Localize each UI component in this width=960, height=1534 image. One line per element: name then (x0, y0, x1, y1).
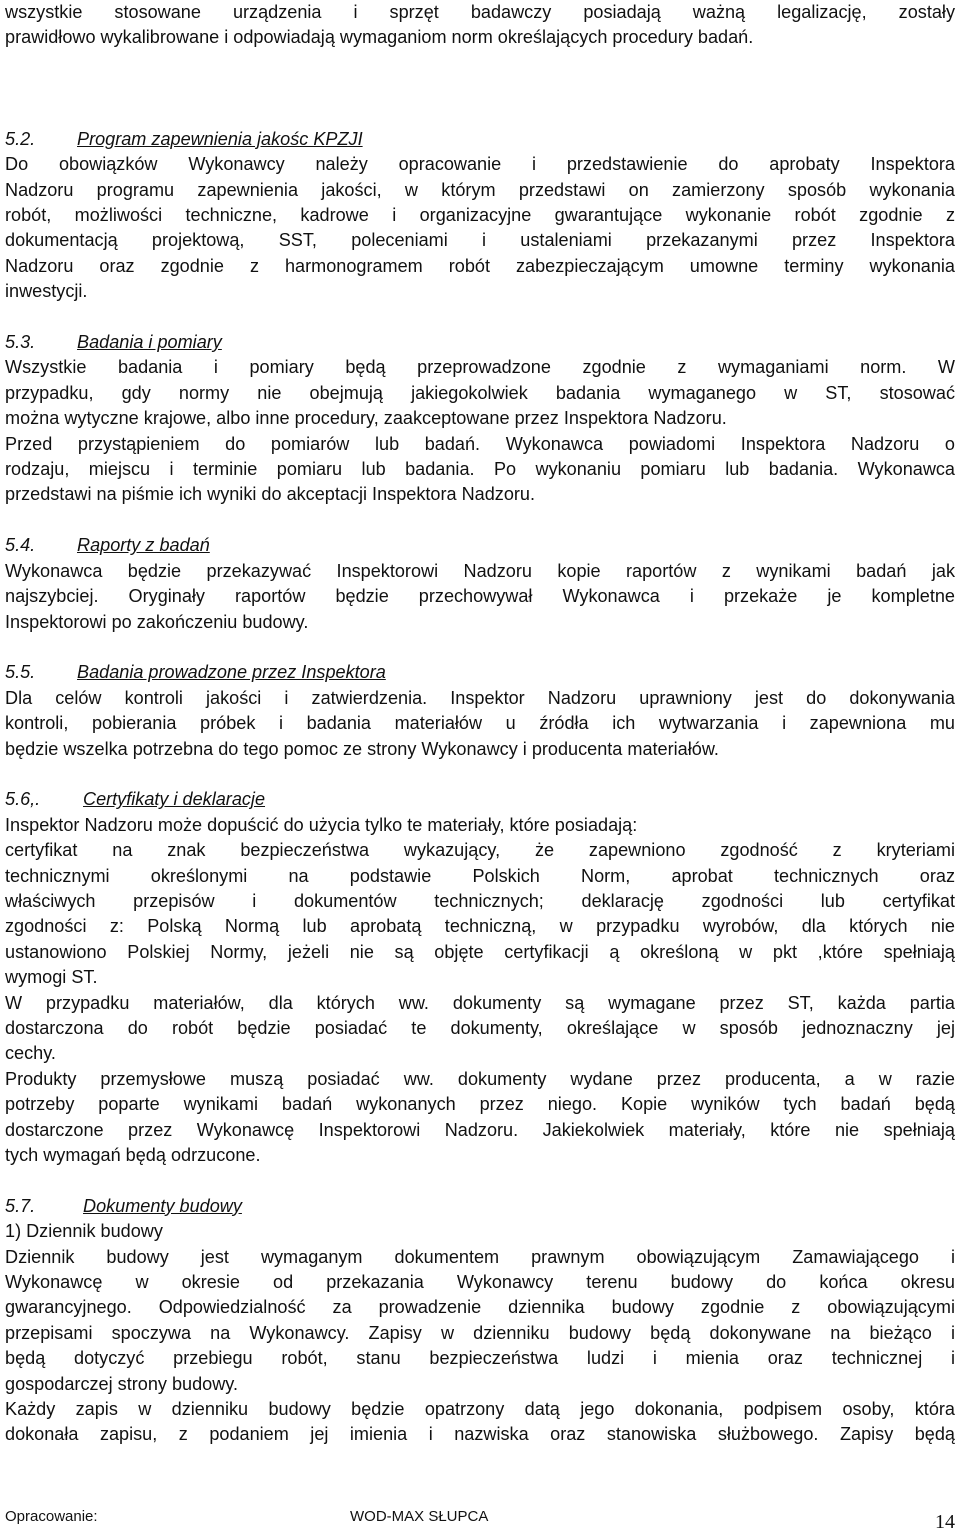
section-heading-5-5 (5, 660, 955, 685)
text-line: Do obowiązków Wykonawcy należy opracowanie i przedstawienie do aprobaty Inspektora (5, 154, 955, 175)
page-footer (5, 1503, 955, 1533)
section-title: Program zapewnienia jakośc KPZJI (77, 128, 363, 149)
text-line: Produkty przemysłowe muszą posiadać ww. dokumenty wydane przez producenta, a w razie (5, 1068, 955, 1089)
footer-firm: WOD-MAX SŁUPCA (350, 1508, 489, 1525)
text-line: Wszystkie badania i pomiary będą przeprowadzone zgodnie z wymaganiami norm. W (5, 357, 955, 378)
text-line: cechy. (5, 1043, 56, 1064)
text-line: można wytyczne krajowe, albo inne procedury, zaakceptowane przez Inspektora Nadzoru. (5, 408, 727, 429)
section-body-5-4 (5, 559, 955, 635)
text-line: gospodarczej strony budowy. (5, 1373, 239, 1394)
text-line: Nadzoru oraz zgodnie z harmonogramem robót zabezpieczającym umowne terminy wykonania (5, 255, 955, 276)
text-line: dokumentacją projektową, SST, poleceniami i ustaleniami przekazanymi przez Inspektora (5, 230, 955, 251)
intro-paragraph (5, 0, 955, 51)
text-line: przepisami spoczywa na Wykonawcy. Zapisy w dzienniku budowy będą dokonywane na bieżąco i (5, 1322, 955, 1343)
text-line: właściwych przepisów i dokumentów technicznych; deklarację zgodności lub certyfikat (5, 890, 955, 911)
text-line: robót, możliwości techniczne, kadrowe i organizacyjne gwarantujące wykonanie robót zgodnie z (5, 205, 955, 226)
section-number: 5.6,. (5, 789, 41, 810)
section-body-5-3 (5, 355, 955, 507)
text-line: wymogi ST. (5, 967, 98, 988)
text-line: Każdy zapis w dzienniku budowy będzie opatrzony datą jego dokonania, podpisem osoby, która (5, 1399, 955, 1420)
text-line: Dla celów kontroli jakości i zatwierdzenia. Inspektor Nadzoru uprawniony jest do dokonywania (5, 687, 955, 708)
text-line: Dziennik budowy jest wymaganym dokumentem prawnym obowiązującym Zamawiającego i (5, 1246, 955, 1267)
text-line: przedstawi na piśmie ich wyniki do akceptacji Inspektora Nadzoru. (5, 484, 535, 505)
section-number: 5.5. (5, 662, 36, 683)
text-line: rodzaju, miejscu i terminie pomiaru lub badania. Po wykonaniu pomiaru lub badania. Wykonawca (5, 459, 955, 480)
text-line: Inspektorowi po zakończeniu budowy. (5, 611, 309, 632)
text-line: Wykonawca będzie przekazywać Inspektorowi Nadzoru kopie raportów z wynikami badań jak (5, 560, 955, 581)
section-body-5-2 (5, 152, 955, 304)
footer-label: Opracowanie: (5, 1508, 98, 1525)
text-line: inwestycji. (5, 281, 88, 302)
text-line: technicznymi określonymi na podstawie Polskich Norm, aprobat technicznych oraz (5, 865, 955, 886)
section-heading-5-4 (5, 533, 955, 558)
text-line: tych wymagań będą odrzucone. (5, 1145, 261, 1165)
section-heading-5-7 (5, 1194, 955, 1219)
text-line: Inspektor Nadzoru może dopuścić do użycia tylko te materiały, które posiadają: (5, 814, 638, 835)
section-title: Badania i pomiary (77, 332, 222, 353)
text-line: najszybciej. Oryginały raportów będzie przechowywał Wykonawca i przekaże je kompletne (5, 586, 955, 607)
section-title: Certyfikaty i deklaracje (83, 789, 266, 810)
text-line: kontroli, pobierania próbek i badania materiałów u źródła ich wytwarzania i zapewniona mu (5, 713, 955, 734)
text-line: Nadzoru programu zapewnienia jakości, w którym przedstawi on zamierzony sposób wykonania (5, 179, 955, 200)
section-title: Dokumenty budowy (83, 1195, 242, 1216)
section-number: 5.2. (5, 128, 36, 149)
text-line: Wykonawcę w okresie od przekazania Wykonawcy terenu budowy do końca okresu (5, 1272, 955, 1293)
text-line: będzie wszelka potrzebna do tego pomoc ze strony Wykonawcy i producenta materiałów. (5, 738, 719, 759)
list-item: 1) Dziennik budowy (5, 1221, 163, 1242)
document-page (5, 0, 955, 1448)
text-line: potrzeby poparte wynikami badań wykonanych przez niego. Kopie wyników tych badań będą (5, 1094, 955, 1115)
section-title: Badania prowadzone przez Inspektora (77, 662, 386, 683)
text-line: wszystkie stosowane urządzenia i sprzęt badawczy posiadają ważną legalizację, zostały (5, 2, 955, 22)
section-body-5-5 (5, 686, 955, 762)
text-line: certyfikat na znak bezpieczeństwa wykazujący, że zapewniono zgodność z kryteriami (5, 840, 955, 861)
text-line: dostarczone przez Wykonawcę Inspektorowi Nadzoru. Jakiekolwiek materiały, które nie spełniają (5, 1119, 955, 1140)
section-heading-5-3 (5, 330, 955, 355)
text-line: dokonała zapisu, z podaniem jej imienia i nazwiska oraz stanowiska służbowego. Zapisy będą (5, 1424, 955, 1445)
text-line: przypadku, gdy normy nie obejmują jakiegokolwiek badania wymaganego w ST, stosować (5, 382, 955, 403)
section-heading-5-6 (5, 787, 955, 812)
text-line: zgodności z: Polską Normą lub aprobatą techniczną, w przypadku wyrobów, dla których nie (5, 916, 955, 937)
section-body-5-6 (5, 813, 955, 1169)
section-heading-5-2 (5, 127, 955, 152)
section-number: 5.3. (5, 332, 36, 353)
section-body-5-7 (5, 1219, 955, 1448)
section-number: 5.7. (5, 1195, 36, 1216)
text-line: dostarczona do robót będzie posiadać te dokumenty, określające w sposób jednoznaczny jej (5, 1017, 955, 1038)
text-line: ustanowiono Polskiej Normy, jeżeli nie są objęte certyfikacji ą określoną w pkt ,które spełniają (5, 941, 955, 962)
page-number: 14 (935, 1511, 955, 1533)
section-title: Raporty z badań (77, 535, 210, 556)
text-line: prawidłowo wykalibrowane i odpowiadają wymaganiom norm określających procedury badań. (5, 27, 754, 48)
text-line: W przypadku materiałów, dla których ww. dokumenty są wymagane przez ST, każda partia (5, 992, 955, 1013)
section-number: 5.4. (5, 535, 36, 556)
text-line: gwarancyjnego. Odpowiedzialność za prowadzenie dziennika budowy zgodnie z obowiązującymi (5, 1297, 955, 1318)
text-line: Przed przystąpieniem do pomiarów lub badań. Wykonawca powiadomi Inspektora Nadzoru o (5, 433, 955, 454)
text-line: będą dotyczyć przebiegu robót, stanu bezpieczeństwa ludzi i mienia oraz technicznej i (5, 1348, 955, 1369)
